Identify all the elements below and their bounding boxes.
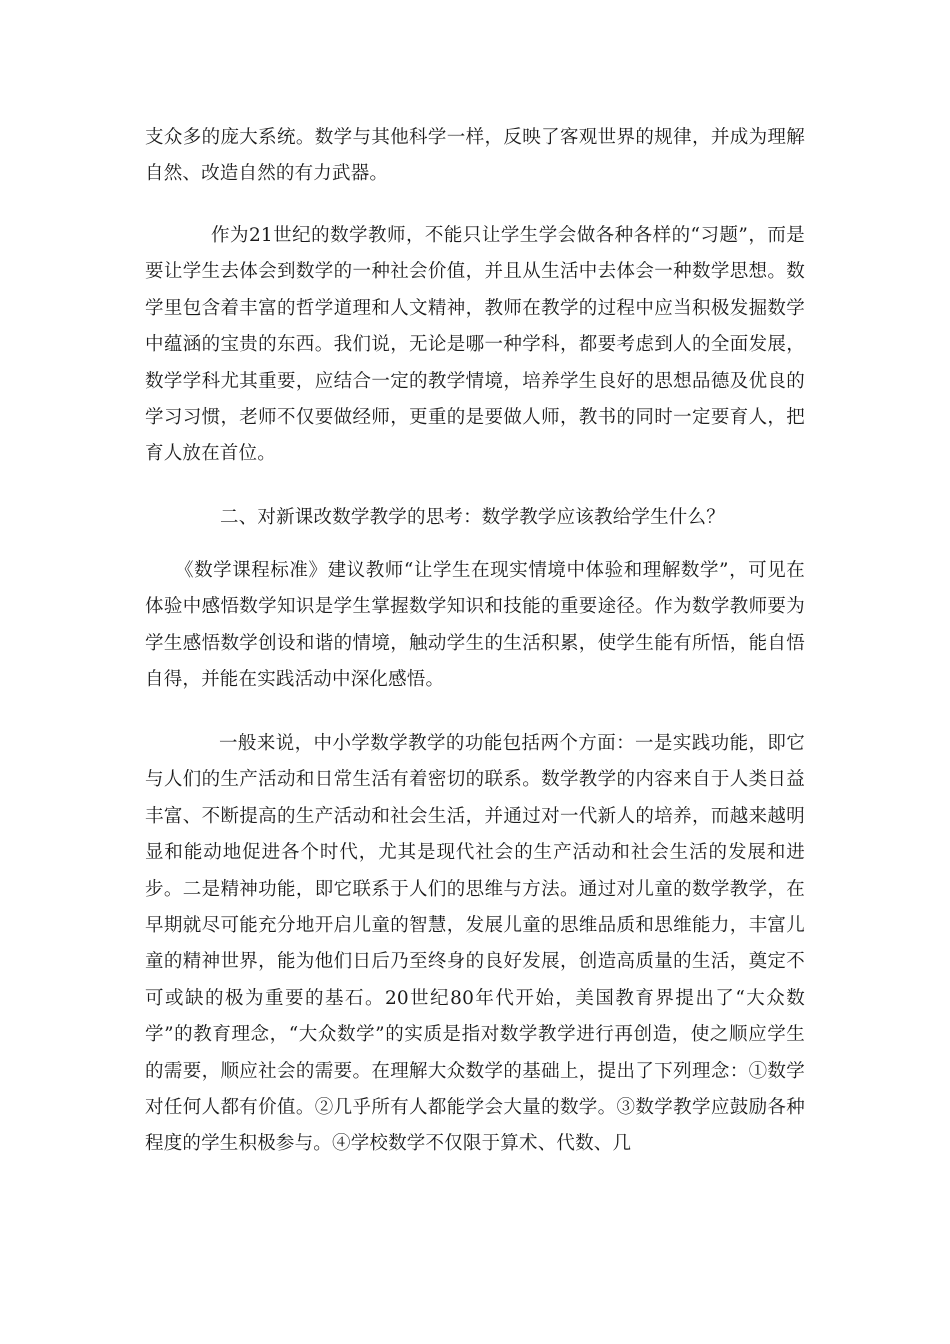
paragraph-teacher-role: 作为21世纪的数学教师，不能只让学生学会做各种各样的“习题”，而是要让学生去体会到数学的一种社会价值，并且从生活中去体会一种数学思想。数学里包含着丰富的哲学道理和人文精神，教师在教学的过程中应当积极发掘数学中蕴涵的宝贵的东西。我们说，无论是哪一种学科，都要考虑到人的全面发展，数学学科尤其重要，应结合一定的教学情境，培养学生良好的思想品德及优良的学习习惯，老师不仅要做经师，更重的是要做人师，教书的同时一定要育人，把育人放在首位。: [145, 225, 805, 465]
section-heading: 二、对新课改数学教学的思考：数学教学应该教给学生什么？: [220, 507, 725, 528]
paragraph-continuation: 支众多的庞大系统。数学与其他科学一样，反映了客观世界的规律，并成为理解自然、改造自然的有力武器。: [145, 127, 805, 185]
paragraph-curriculum-standard: 《数学课程标准》建议教师“让学生在现实情境中体验和理解数学”，可见在体验中感悟数学知识是学生掌握数学知识和技能的重要途径。作为数学教师要为学生感悟数学创设和谐的情境，触动学生的生活积累，使学生能有所悟，能自悟自得，并能在实践活动中深化感悟。: [145, 560, 805, 691]
paragraph-teaching-functions: 一般来说，中小学数学教学的功能包括两个方面：一是实践功能，即它与人们的生产活动和日常生活有着密切的联系。数学教学的内容来自于人类日益丰富、不断提高的生产活动和社会生活，并通过对一代新人的培养，而越来越明显和能动地促进各个时代，尤其是现代社会的生产活动和社会生活的发展和进步。二是精神功能，即它联系于人们的思维与方法。通过对儿童的数学教学，在早期就尽可能充分地开启儿童的智慧，发展儿童的思维品质和思维能力，丰富儿童的精神世界，能为他们日后乃至终身的良好发展，创造高质量的生活，奠定不可或缺的极为重要的基石。20世纪80年代开始，美国教育界提出了“大众数学”的教育理念，“大众数学”的实质是指对数学教学进行再创造，使之顺应学生的需要，顺应社会的需要。在理解大众数学的基础上，提出了下列理念：①数学对任何人都有价值。②几乎所有人都能学会大量的数学。③数学教学应鼓励各种程度的学生积极参与。④学校数学不仅限于算术、代数、几: [145, 733, 805, 1155]
